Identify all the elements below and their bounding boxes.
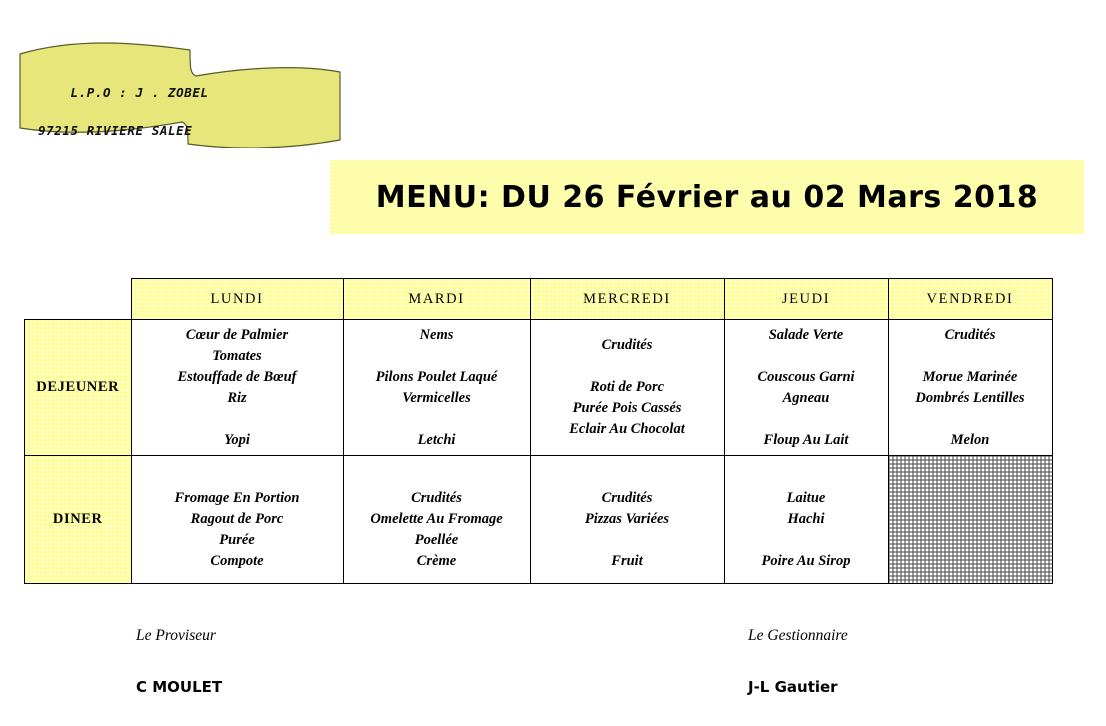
cell-dejeuner-mardi: [343, 320, 530, 456]
signature-title-proviseur: Le Proviseur: [136, 627, 216, 644]
menu-line: Cœur de Palmier: [185, 326, 289, 343]
cell-diner-mercredi: [530, 456, 724, 584]
table-row-dejeuner: [25, 320, 1053, 456]
signature-name-proviseur: C MOULET: [136, 678, 223, 696]
menu-line: Tomates: [212, 347, 262, 364]
menu-line: Eclair Au Chocolat: [569, 421, 685, 437]
banner-line-2: 97215 RIVIERE SALEE: [38, 123, 193, 138]
menu-line: Salade Verte: [768, 326, 844, 343]
banner-text-block: [38, 64, 209, 178]
menu-line: Fromage En Portion: [174, 490, 300, 506]
table-corner-cell: [25, 279, 132, 320]
cell-diner-vendredi-empty: [888, 456, 1052, 584]
column-header-mardi: MARDI: [343, 279, 530, 320]
menu-line: Morue Marinée: [922, 368, 1018, 385]
page-title: MENU: DU 26 Février au 02 Mars 2018: [375, 179, 1039, 215]
menu-line: Crudités: [601, 337, 653, 353]
menu-line: Crudités: [944, 326, 996, 343]
menu-line: Pizzas Variées: [584, 511, 670, 527]
menu-line: Nems: [419, 326, 454, 343]
menu-line: Agneau: [782, 389, 830, 406]
cell-dejeuner-mercredi: [530, 320, 724, 456]
menu-line: Hachi: [787, 511, 825, 527]
menu-table: [24, 278, 1053, 584]
column-header-vendredi: VENDREDI: [888, 279, 1052, 320]
menu-title-box: [330, 160, 1084, 234]
column-header-lundi: LUNDI: [131, 279, 343, 320]
cell-dejeuner-jeudi: [724, 320, 888, 456]
menu-line: Pilons Poulet Laqué: [375, 368, 498, 385]
menu-line: Roti de Porc: [589, 379, 665, 395]
menu-line: Melon: [950, 431, 990, 448]
banner-line-1: L.P.O : J . ZOBEL: [70, 85, 209, 100]
row-label-diner: DINER: [25, 456, 132, 584]
menu-line: Couscous Garni: [757, 368, 855, 385]
cell-dejeuner-lundi: [131, 320, 343, 456]
table-row-diner: [25, 456, 1053, 584]
menu-line: Compote: [210, 553, 264, 569]
menu-line: Crudités: [601, 490, 653, 506]
menu-line: Purée Pois Cassés: [572, 400, 682, 416]
table-header-row: [25, 279, 1053, 320]
cell-dejeuner-vendredi: [888, 320, 1052, 456]
menu-line: Poire Au Sirop: [761, 553, 851, 569]
cell-diner-mardi: [343, 456, 530, 584]
menu-line: Letchi: [417, 431, 456, 448]
menu-line: Crudités: [411, 490, 462, 506]
menu-line: Floup Au Lait: [763, 431, 849, 448]
column-header-mercredi: MERCREDI: [530, 279, 724, 320]
menu-line: Yopi: [224, 431, 250, 448]
row-label-dejeuner: DEJEUNER: [25, 320, 132, 456]
column-header-jeudi: JEUDI: [724, 279, 888, 320]
menu-line: Dombrés Lentilles: [915, 389, 1025, 406]
cell-diner-jeudi: [724, 456, 888, 584]
menu-line: Riz: [227, 389, 247, 406]
cell-diner-lundi: [131, 456, 343, 584]
menu-line: Purée: [219, 532, 255, 548]
menu-line: Fruit: [611, 553, 643, 569]
menu-line: Poellée: [414, 532, 459, 548]
school-banner: [14, 28, 344, 148]
menu-line: Vermicelles: [402, 389, 471, 406]
menu-line: Laitue: [786, 490, 826, 506]
signature-name-gestionnaire: J-L Gautier: [748, 678, 838, 696]
menu-line: Ragout de Porc: [190, 511, 284, 527]
signature-title-gestionnaire: Le Gestionnaire: [748, 627, 848, 644]
menu-line: Estouffade de Bœuf: [177, 368, 297, 385]
menu-line: Omelette Au Fromage: [370, 511, 503, 527]
menu-line: Crème: [416, 553, 457, 569]
